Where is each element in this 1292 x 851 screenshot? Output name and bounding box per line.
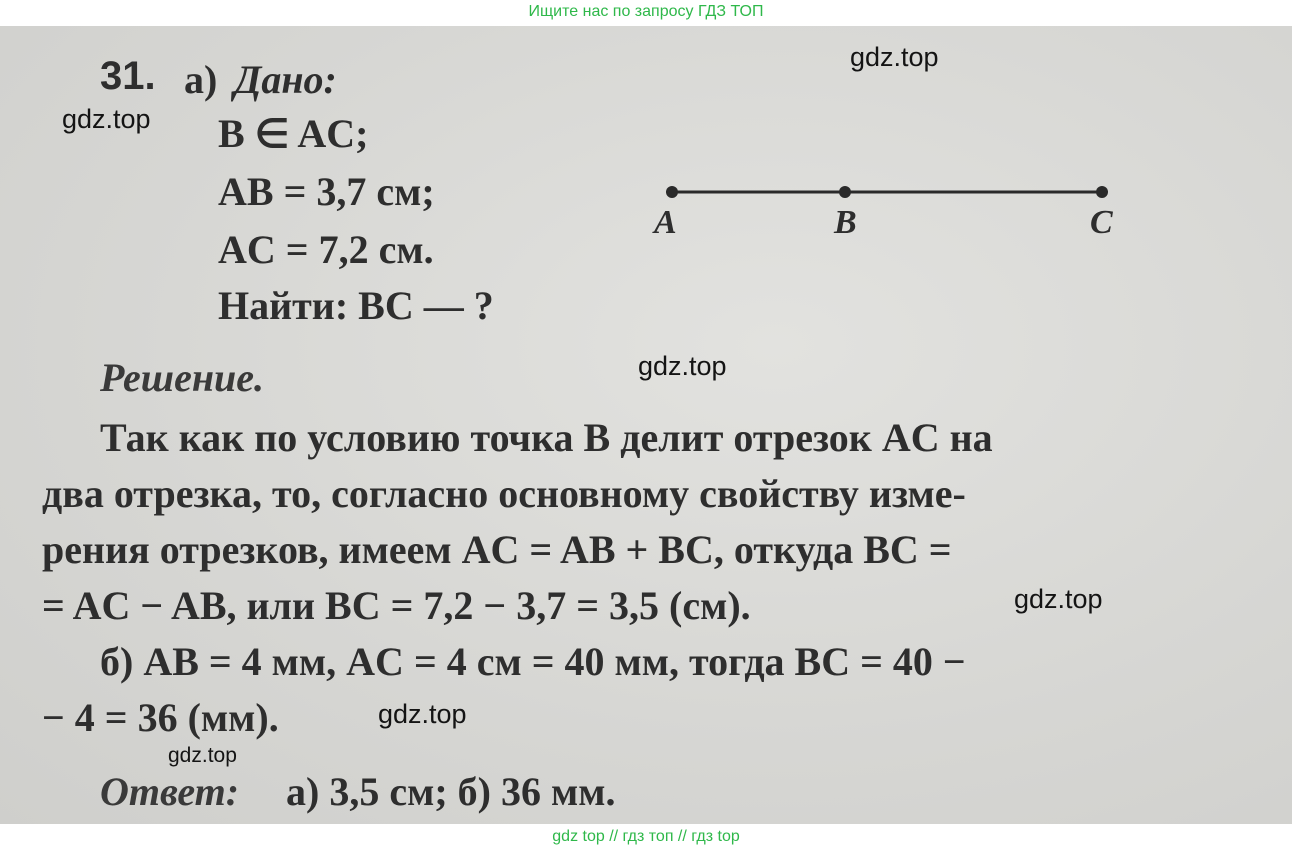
watermark: gdz.top bbox=[638, 351, 727, 381]
given-line-1: B ∈ AC; bbox=[218, 111, 369, 156]
watermark: gdz.top bbox=[1014, 584, 1103, 614]
bottom-banner[interactable]: gdz top // гдз топ // гдз top bbox=[0, 824, 1292, 851]
problem-number: 31. bbox=[100, 54, 156, 98]
point-b-label: B bbox=[834, 204, 857, 241]
top-banner[interactable]: Ищите нас по запросу ГДЗ ТОП bbox=[0, 0, 1292, 26]
given-line-3: AC = 7,2 см. bbox=[218, 227, 434, 272]
segment-diagram bbox=[650, 176, 1120, 246]
point-b-dot bbox=[839, 186, 851, 198]
point-c-label: C bbox=[1090, 204, 1113, 241]
solution-line-6: − 4 = 36 (мм). bbox=[42, 695, 279, 740]
watermark: gdz.top bbox=[378, 699, 467, 729]
watermark: gdz.top bbox=[168, 744, 237, 767]
solution-title: Решение. bbox=[100, 355, 265, 400]
watermark: gdz.top bbox=[850, 42, 939, 72]
point-c-dot bbox=[1096, 186, 1108, 198]
answer-label: Ответ: bbox=[100, 769, 240, 814]
point-a-dot bbox=[666, 186, 678, 198]
solution-line-3: рения отрезков, имеем AC = AB + BC, откуда BC = bbox=[42, 527, 952, 572]
answer-text: а) 3,5 см; б) 36 мм. bbox=[286, 769, 616, 814]
watermark: gdz.top bbox=[62, 104, 151, 134]
textbook-page bbox=[0, 26, 1292, 824]
point-a-label: A bbox=[654, 204, 677, 241]
part-a-label: а) bbox=[184, 57, 218, 102]
find-line: Найти: BC — ? bbox=[218, 283, 494, 328]
given-title: Дано: bbox=[234, 57, 337, 102]
solution-line-1: Так как по условию точка B делит отрезок AC на bbox=[100, 415, 993, 460]
solution-line-2: два отрезка, то, согласно основному свойству изме- bbox=[42, 471, 966, 516]
solution-line-5: б) AB = 4 мм, AC = 4 см = 40 мм, тогда BC = 40 − bbox=[100, 639, 966, 684]
given-line-2: AB = 3,7 см; bbox=[218, 169, 435, 214]
solution-line-4: = AC − AB, или BC = 7,2 − 3,7 = 3,5 (см). bbox=[42, 583, 751, 628]
